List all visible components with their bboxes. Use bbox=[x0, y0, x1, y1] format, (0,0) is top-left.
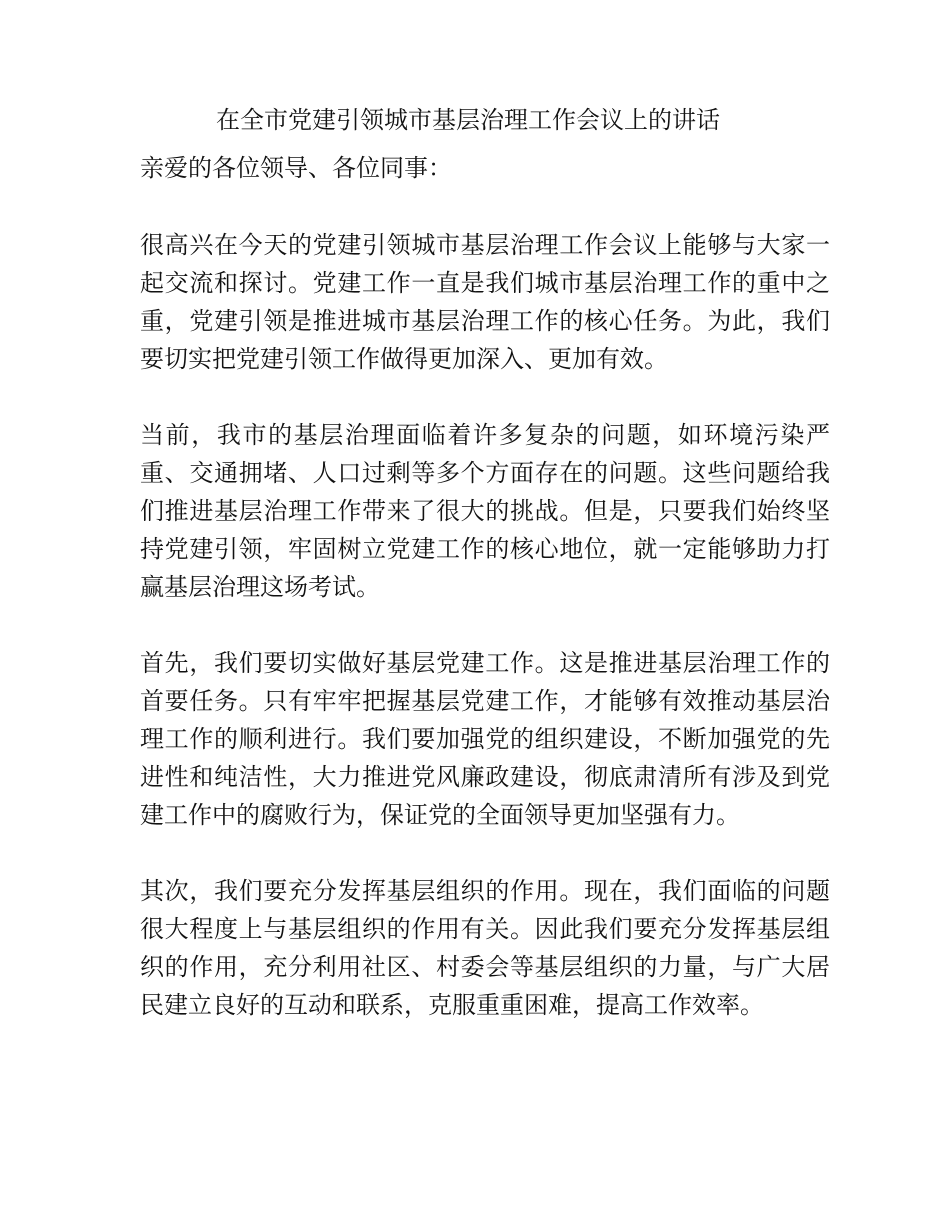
document-page bbox=[140, 100, 830, 1062]
paragraph-4: 其次，我们要充分发挥基层组织的作用。现在，我们面临的问题很大程度上与基层组织的作用有关。因此我们要充分发挥基层组织的作用，充分利用社区、村委会等基层组织的力量，与广大居民建立良好的互动和联系，克服重重困难，提高工作效率。 bbox=[140, 877, 830, 1019]
greeting-line: 亲爱的各位领导、各位同事： bbox=[140, 154, 452, 182]
paragraph-3: 首先，我们要切实做好基层党建工作。这是推进基层治理工作的首要任务。只有牢牢把握基层党建工作，才能够有效推动基层治理工作的顺利进行。我们要加强党的组织建设，不断加强党的先进性和纯洁性，大力推进党风廉政建设，彻底肃清所有涉及到党建工作中的腐败行为，保证党的全面领导更加坚强有力。 bbox=[140, 649, 830, 829]
paragraph-2: 当前，我市的基层治理面临着许多复杂的问题，如环境污染严重、交通拥堵、人口过剩等多个方面存在的问题。这些问题给我们推进基层治理工作带来了很大的挑战。但是，只要我们始终坚持党建引领，牢固树立党建工作的核心地位，就一定能够助力打赢基层治理这场考试。 bbox=[140, 421, 830, 601]
document-title: 在全市党建引领城市基层治理工作会议上的讲话 bbox=[216, 106, 720, 134]
paragraph-1: 很高兴在今天的党建引领城市基层治理工作会议上能够与大家一起交流和探讨。党建工作一直是我们城市基层治理工作的重中之重，党建引领是推进城市基层治理工作的核心任务。为此，我们要切实把党建引领工作做得更加深入、更加有效。 bbox=[140, 231, 830, 373]
